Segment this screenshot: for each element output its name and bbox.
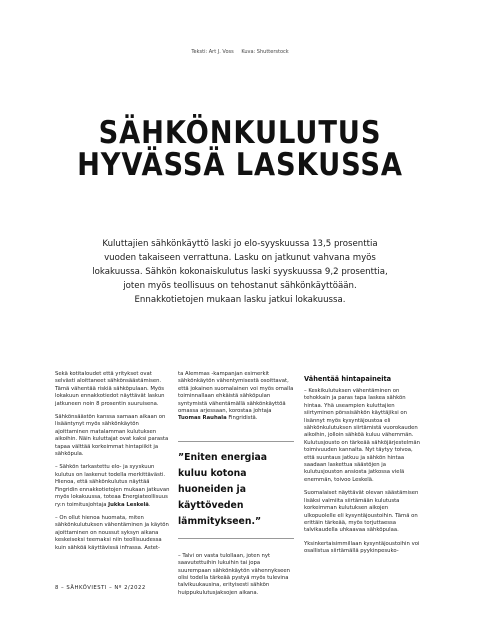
article-headline xyxy=(29,117,451,181)
article-lead: Kuluttajien sähkönkäyttö laski jo elo-syyskuussa 13,5 prosenttia vuoden takaiseen verrattuna. Lasku on jatkunut vahvana myös lokakuussa. Sähkön kokonaiskulutus laski syyskuussa 9,2 prosenttia, joten myös teollisuus on tehostanut sähkönkäyttöään. Ennakkotietojen mukaan lasku jatkui lokakuussa. xyxy=(92,239,388,305)
column-2 xyxy=(178,371,294,603)
headline-line-1: SÄHKÖNKULUTUS xyxy=(98,115,382,151)
paragraph xyxy=(178,371,294,423)
paragraph: Sähkönsäästön kanssa samaan aikaan on lisääntynyt myös sähkönkäytön ajoittaminen matalamman kulutuksen aikoihin. Näin kuluttajat ovat kaksi parasta tapaa välttää korkeimmat hintapiikit ja sähköpula. xyxy=(55,414,169,458)
paragraph-text-end: Fingridistä. xyxy=(226,415,258,422)
column-3 xyxy=(304,371,420,562)
paragraph: Yksinkertaisimmillaan kysyntäjoustoihin voi osallistua siirtämällä pyykinpesuko- xyxy=(304,540,420,555)
pull-quote: ”Eniten energiaa kuluu kotona huoneiden ja käyttöveden lämmitykseen.” xyxy=(178,441,294,539)
text-credit: Teksti: Art J. Voss xyxy=(191,49,234,55)
photo-credit: Kuva: Shutterstock xyxy=(241,49,289,55)
paragraph xyxy=(55,464,171,508)
paragraph: – On ollut hienoa huomata, miten sähkönkulutuksen vähentäminen ja käytön ajoittaminen on noussut syksyn aikana keskeiseksi teemaksi niin teollisuudessa kuin sähköä käyttävissä infrassa. Astet- xyxy=(55,514,169,551)
paragraph-text-end: . xyxy=(148,501,151,508)
page-footer: 8 – SÄHKÖVIESTI – Nº 2/2022 xyxy=(55,585,146,591)
paragraph-text: ta Alemmas -kampanjan esimerkit sähkönkäytön vähentymisestä osoittavat, että jokainen suomalainen voi myös omalla toiminnallaan ehkäistä sähköpulan syntymistä vähentämällä sähkönkäyttöä omassa arjessaan, korostaa johtaja xyxy=(178,371,294,415)
byline xyxy=(0,49,480,55)
person-name: Jukka Leskelä xyxy=(108,501,149,508)
section-subheading: Vähentää hintapaineita xyxy=(304,375,392,383)
headline-line-2: HYVÄSSÄ LASKUSSA xyxy=(77,147,403,183)
person-name: Tuomas Rauhala xyxy=(178,415,227,422)
paragraph-text: – Sähkön tarkastettu elo- ja syyskuun kulutus on laskenut todella merkittävästi. Hienoa, että sähkönkulutus näyttää Fingridin ennakkotietojen mukaan jatkuvan myös lokakuussa, toteaa Energiateollisuus ry:n toimitusjohtaja xyxy=(55,464,170,508)
column-1 xyxy=(55,371,171,558)
paragraph: – Keskikulutuksen vähentäminen on tehokkain ja paras tapa laskea sähkön hintaa. Yhä useampien kuluttajien siirtyminen pörssisähkön käyttäjiksi on lisännyt myös kysyntäjoustoa eli sähkönkulutuksen siirtämistä vuorokauden aikoihin, jolloin sähköä kuluu vähemmän. Kulutusjousto on tärkeää sähköjärjestelmän toimivuuden kannalta. Nyt täytyy toivoa, että suuntaus jatkuu ja sähkön hintaa saadaan laskettua säästöjen ja kulutusjouston ansiosta jatkossa vielä enemmän, toivoo Leskelä. xyxy=(304,388,420,483)
paragraph: Sekä kotitaloudet että yritykset ovat selvästi aloittaneet sähkönsäästämisen. Tämä vähentää riskiä sähköpulaan. Myös lokakuun ennakkotiedot näyttävät laskun jatkuneen noin 8 prosentin suuruisena. xyxy=(55,371,165,407)
paragraph: – Talvi on vasta tulollaan, joten nyt saavutettuihin lukuihin tai jopa suurempaan sähkönkäytön vähennykseen olisi todella tärkeää pystyä myös tulevina talvikuukausina, erityisesti sähkön huippukulutusjaksojen aikana. xyxy=(178,552,290,596)
paragraph: Suomalaiset näyttävät olevan säästämisen lisäksi valmiita siirtämään kulutusta korkeimman kulutuksen aikojen ulkopuolelle eli kysyntäjoustoihin. Tämä on erittäin tärkeää, myös torjuttaessa talvikaudella uhkaavaa sähköpulaa. xyxy=(304,490,419,534)
